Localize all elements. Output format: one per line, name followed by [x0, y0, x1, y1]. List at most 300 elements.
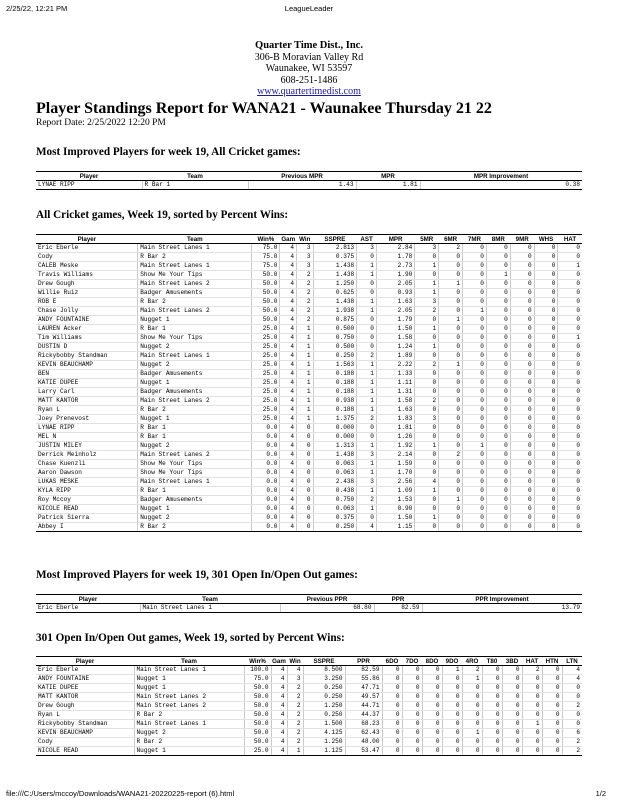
table-cell: 0.0 — [252, 451, 280, 460]
table-cell: 0.188 — [313, 379, 357, 388]
table-cell: 2 — [522, 666, 542, 675]
table-cell: 0 — [442, 693, 462, 702]
table-cell: 0 — [482, 711, 502, 720]
table-cell: 47.71 — [345, 684, 382, 693]
table-row — [36, 604, 582, 613]
table-cell: 44.71 — [345, 702, 382, 711]
table-cell: Main Street Lanes 2 — [134, 693, 244, 702]
table-cell: 0 — [542, 702, 562, 711]
table-cell: 55.86 — [345, 675, 382, 684]
table-cell: 4 — [280, 523, 297, 532]
table-cell: 0 — [463, 262, 487, 271]
table-cell: 0 — [482, 720, 502, 729]
table-row — [36, 442, 582, 451]
table-cell: ROB E — [36, 298, 138, 307]
table-cell: 0 — [486, 325, 510, 334]
table-cell: 8.500 — [303, 666, 345, 675]
table-cell: 4 — [280, 361, 297, 370]
table-cell: 4 — [562, 675, 582, 684]
table-cell: 0 — [463, 478, 487, 487]
table-cell: 0 — [439, 424, 463, 433]
table-cell: 0 — [486, 352, 510, 361]
table-cell: 50.0 — [252, 316, 280, 325]
table-cell: 75.0 — [252, 253, 280, 262]
table-cell: Nugget 1 — [134, 747, 244, 756]
table-cell: 0 — [486, 298, 510, 307]
table-row — [36, 460, 582, 469]
table-cell: Nugget 1 — [134, 684, 244, 693]
table-cell: 0 — [357, 334, 377, 343]
table-cell: 0 — [534, 505, 558, 514]
table-cell: 1 — [297, 406, 314, 415]
table-cell: 0 — [534, 316, 558, 325]
table-cell: 0 — [382, 711, 402, 720]
table-cell: KATIE DUPEE — [36, 379, 138, 388]
table-cell: Chase Kuenzli — [36, 460, 138, 469]
company-name: Quarter Time Dist., Inc. — [255, 40, 363, 51]
table-cell: 50.0 — [252, 298, 280, 307]
table-cell: 0 — [415, 523, 439, 532]
table-cell: 0 — [558, 469, 582, 478]
table-cell: 4 — [280, 316, 297, 325]
table-cell: 0 — [357, 289, 377, 298]
table-cell: 1 — [357, 307, 377, 316]
table-cell: 4 — [280, 253, 297, 262]
table-cell: 0 — [486, 514, 510, 523]
table-cell: Main Street Lanes 2 — [138, 280, 252, 289]
table-cell: ANDY FOUNTAINE — [36, 675, 134, 684]
table-cell: 49.57 — [345, 693, 382, 702]
table-cell: 0 — [558, 415, 582, 424]
table-cell: 0 — [558, 442, 582, 451]
table-cell: 1 — [357, 487, 377, 496]
table-cell: 0 — [542, 738, 562, 747]
table-cell: 0 — [463, 424, 487, 433]
table-cell: 68.80 — [280, 604, 374, 613]
table-cell: 4 — [280, 442, 297, 451]
table-cell: Badger Amusements — [138, 370, 252, 379]
column-header: SSPRE — [303, 657, 345, 666]
table-cell: 1 — [415, 343, 439, 352]
table-cell: 0 — [502, 702, 522, 711]
table-cell: 1 — [357, 406, 377, 415]
table-cell: 82.59 — [345, 666, 382, 675]
table-cell: 0 — [422, 729, 442, 738]
table-cell: 0 — [463, 343, 487, 352]
table-cell: 0 — [486, 370, 510, 379]
table-cell: 0 — [297, 442, 314, 451]
table-cell: Nugget 2 — [138, 343, 252, 352]
column-header: T80 — [482, 657, 502, 666]
table-cell: Nugget 1 — [138, 505, 252, 514]
table-cell: Show Me Your Tips — [138, 460, 252, 469]
table-cell: 0 — [382, 729, 402, 738]
table-cell: 0 — [534, 262, 558, 271]
table-cell: 0 — [558, 496, 582, 505]
table-cell: 0.0 — [252, 487, 280, 496]
table-cell: LYNAE RIPP — [36, 424, 138, 433]
table-cell: 1.125 — [303, 747, 345, 756]
table-cell: 0.250 — [303, 684, 345, 693]
table-cell: 0 — [463, 325, 487, 334]
table-cell: 0 — [510, 514, 534, 523]
table-cell: 0 — [522, 711, 542, 720]
table-cell: 0 — [415, 334, 439, 343]
table-cell: 25.0 — [252, 379, 280, 388]
table-cell: 4 — [280, 271, 297, 280]
table-cell: 0 — [510, 451, 534, 460]
table-cell: Eric Eberle — [36, 666, 134, 675]
column-header: 7DO — [402, 657, 422, 666]
table-cell: 0 — [442, 675, 462, 684]
table-cell: 0 — [486, 280, 510, 289]
table-row — [36, 289, 582, 298]
column-header: Win% — [252, 235, 280, 244]
column-header: WHS — [534, 235, 558, 244]
table-cell: 3 — [415, 415, 439, 424]
column-header: MPR — [376, 235, 414, 244]
cricket-wins-table — [36, 234, 582, 532]
table-row — [36, 316, 582, 325]
table-cell: 0 — [422, 675, 442, 684]
table-cell: 0 — [297, 469, 314, 478]
table-cell: 0 — [534, 460, 558, 469]
table-cell: 0 — [558, 460, 582, 469]
table-cell: Drew Gough — [36, 280, 138, 289]
table-cell: 3 — [357, 451, 377, 460]
table-cell: 1.31 — [376, 388, 414, 397]
table-cell: 2 — [562, 702, 582, 711]
table-cell: 0.375 — [313, 514, 357, 523]
table-cell: 4 — [271, 729, 287, 738]
column-header: Player — [36, 172, 142, 181]
table-cell: 4.125 — [303, 729, 345, 738]
table-cell: 0 — [522, 729, 542, 738]
table-row — [36, 307, 582, 316]
table-cell: 4 — [357, 523, 377, 532]
table-cell: 3 — [415, 298, 439, 307]
table-cell: 0 — [510, 325, 534, 334]
table-cell: 0 — [382, 747, 402, 756]
table-cell: 0 — [510, 361, 534, 370]
table-cell: 2 — [357, 352, 377, 361]
table-cell: 0.0 — [252, 460, 280, 469]
table-cell: 0 — [439, 406, 463, 415]
column-header: Win — [287, 657, 303, 666]
table-cell: 0 — [382, 693, 402, 702]
table-cell: 0 — [439, 352, 463, 361]
table-row — [36, 361, 582, 370]
table-cell: R Bar 1 — [138, 424, 252, 433]
table-cell: 1 — [297, 370, 314, 379]
table-cell: 0.90 — [376, 505, 414, 514]
table-row — [36, 424, 582, 433]
table-cell: 2.14 — [376, 451, 414, 460]
table-cell: 0 — [357, 253, 377, 262]
table-cell: Main Street Lanes 1 — [140, 604, 280, 613]
table-cell: 2 — [287, 711, 303, 720]
table-cell: 0.188 — [313, 406, 357, 415]
report-date: Report Date: 2/25/2022 12:20 PM — [36, 118, 166, 128]
table-cell: 50.0 — [244, 693, 271, 702]
table-cell: R Bar 2 — [134, 711, 244, 720]
table-cell: 0 — [415, 505, 439, 514]
table-cell: 0 — [502, 666, 522, 675]
table-cell: 0 — [534, 514, 558, 523]
table-cell: 25.0 — [244, 747, 271, 756]
table-cell: Eric Eberle — [36, 244, 138, 253]
table-cell: 0 — [463, 496, 487, 505]
table-row — [36, 244, 582, 253]
table-cell: 0 — [442, 729, 462, 738]
table-cell: 1 — [463, 307, 487, 316]
table-cell: 0 — [439, 514, 463, 523]
column-header: Gam — [272, 657, 286, 665]
table-cell: 4 — [280, 280, 297, 289]
table-cell: 4 — [271, 684, 287, 693]
table-cell: LAUREN Acker — [36, 325, 138, 334]
table-cell: 0 — [558, 361, 582, 370]
table-cell: Abbey I — [36, 523, 138, 532]
table-cell: 0 — [463, 280, 487, 289]
table-cell: 1 — [357, 361, 377, 370]
table-cell: 0 — [510, 496, 534, 505]
table-cell: 0 — [510, 253, 534, 262]
table-row — [36, 397, 582, 406]
table-cell: 0 — [486, 316, 510, 325]
table-cell: 1.438 — [313, 451, 357, 460]
table-cell: 0 — [439, 307, 463, 316]
table-cell: 0 — [486, 478, 510, 487]
table-row — [36, 262, 582, 271]
table-cell: 0 — [415, 316, 439, 325]
table-cell: 0 — [442, 738, 462, 747]
table-cell: 0.0 — [252, 478, 280, 487]
table-cell: 2.84 — [376, 244, 414, 253]
table-cell: 0 — [542, 711, 562, 720]
table-cell: 0.750 — [313, 496, 357, 505]
table-cell: 3 — [297, 262, 314, 271]
table-cell: 2 — [357, 496, 377, 505]
table-cell: 0 — [463, 244, 487, 253]
table-row — [36, 343, 582, 352]
company-phone: 608-251-1486 — [280, 74, 338, 86]
table-cell: 0 — [463, 433, 487, 442]
table-cell: 0 — [439, 523, 463, 532]
column-header: HTN — [542, 657, 562, 666]
table-cell: 0.750 — [313, 334, 357, 343]
table-cell: 50.0 — [252, 271, 280, 280]
table-cell: 2 — [415, 397, 439, 406]
table-cell: Cody — [36, 738, 134, 747]
table-cell: 0.000 — [313, 424, 357, 433]
column-header: PPR Improvement — [422, 595, 582, 604]
table-cell: 75.0 — [252, 244, 280, 253]
column-header: Team — [140, 595, 280, 604]
table-cell: 2 — [287, 738, 303, 747]
table-cell: JUSTIN MILEY — [36, 442, 138, 451]
table-cell: 4 — [280, 370, 297, 379]
table-cell: 0 — [402, 693, 422, 702]
table-cell: 0 — [486, 415, 510, 424]
table-cell: 68.23 — [345, 720, 382, 729]
table-cell: 1 — [415, 442, 439, 451]
table-cell: 0 — [558, 451, 582, 460]
table-cell: 1 — [558, 334, 582, 343]
table-cell: 0 — [534, 424, 558, 433]
table-cell: 1.63 — [376, 406, 414, 415]
table-cell: 62.43 — [345, 729, 382, 738]
table-cell: 0 — [486, 388, 510, 397]
table-cell: 2.22 — [376, 361, 414, 370]
table-cell: 1 — [439, 361, 463, 370]
table-cell: 0 — [486, 460, 510, 469]
table-cell: 0 — [562, 684, 582, 693]
table-cell: 1 — [522, 720, 542, 729]
table-row — [36, 406, 582, 415]
table-cell: 2 — [287, 720, 303, 729]
table-cell: 0 — [510, 262, 534, 271]
table-cell: 0 — [534, 406, 558, 415]
table-cell: 0 — [462, 738, 482, 747]
table-cell: 0 — [382, 738, 402, 747]
table-cell: 0 — [297, 460, 314, 469]
cricket-improved-table — [36, 171, 582, 190]
table-row — [36, 478, 582, 487]
table-cell: 0 — [442, 747, 462, 756]
table-cell: 1.375 — [313, 415, 357, 424]
table-cell: 1.250 — [303, 702, 345, 711]
table-cell: 2.05 — [376, 280, 414, 289]
table-row — [36, 496, 582, 505]
table-cell: 0 — [297, 496, 314, 505]
table-cell: 0 — [522, 738, 542, 747]
table-cell: 0 — [439, 379, 463, 388]
table-cell: 0 — [482, 666, 502, 675]
table-cell: 0 — [534, 253, 558, 262]
company-website-link[interactable]: www.quartertimedist.com — [257, 86, 361, 97]
table-cell: 0 — [558, 280, 582, 289]
table-cell: R Bar 2 — [138, 523, 252, 532]
table-cell: 0 — [510, 271, 534, 280]
table-cell: MATT KANTOR — [36, 397, 138, 406]
table-cell: MATT KANTOR — [36, 693, 134, 702]
table-cell: ANDY FOUNTAINE — [36, 316, 138, 325]
table-cell: 1 — [486, 271, 510, 280]
table-cell: 2 — [297, 298, 314, 307]
table-cell: 0 — [486, 307, 510, 316]
table-cell: 0 — [297, 478, 314, 487]
table-cell: 1.563 — [313, 361, 357, 370]
table-cell: 0 — [502, 738, 522, 747]
table-cell: 25.0 — [252, 352, 280, 361]
table-cell: 3 — [287, 675, 303, 684]
table-cell: 2.438 — [313, 478, 357, 487]
table-cell: 0 — [439, 370, 463, 379]
table-cell: 0.063 — [313, 460, 357, 469]
table-cell: 1 — [297, 361, 314, 370]
table-header-row — [36, 595, 582, 604]
print-page-title: LeagueLeader — [284, 4, 334, 13]
table-cell: 4 — [280, 388, 297, 397]
table-cell: 48.00 — [345, 738, 382, 747]
table-cell: 1 — [297, 334, 314, 343]
table-cell: 0 — [510, 469, 534, 478]
table-cell: 0 — [542, 666, 562, 675]
table-cell: 4 — [562, 666, 582, 675]
table-cell: Badger Amusements — [138, 388, 252, 397]
table-row — [36, 505, 582, 514]
table-cell: 0 — [534, 289, 558, 298]
column-header: Win — [297, 235, 314, 244]
table-row — [36, 693, 582, 702]
table-cell: 2 — [357, 415, 377, 424]
table-cell: 0 — [415, 379, 439, 388]
table-row — [36, 253, 582, 262]
table-cell: 82.59 — [374, 604, 422, 613]
table-cell: 0 — [415, 352, 439, 361]
table-cell: R Bar 1 — [138, 487, 252, 496]
table-cell: 1.938 — [313, 307, 357, 316]
table-cell: 0 — [542, 675, 562, 684]
column-header: 3BD — [502, 657, 522, 666]
table-cell: Nugget 1 — [138, 316, 252, 325]
table-cell: 0 — [482, 675, 502, 684]
table-cell: 0 — [510, 379, 534, 388]
table-cell: Eric Eberle — [36, 604, 140, 613]
table-cell: 50.0 — [252, 280, 280, 289]
table-cell: Tim Williams — [36, 334, 138, 343]
table-cell: 0 — [482, 684, 502, 693]
table-cell: 1.70 — [376, 469, 414, 478]
table-cell: Nugget 1 — [138, 415, 252, 424]
table-cell: 2.73 — [376, 262, 414, 271]
table-cell: Rickybobby Standman — [36, 720, 134, 729]
table-cell: 0 — [439, 334, 463, 343]
table-cell: 25.0 — [252, 361, 280, 370]
table-cell: Main Street Lanes 1 — [134, 666, 244, 675]
table-cell: DUSTIN D — [36, 343, 138, 352]
table-cell: 1 — [415, 262, 439, 271]
table-cell: 25.0 — [252, 343, 280, 352]
table-cell: 0 — [510, 424, 534, 433]
table-cell: R Bar 1 — [138, 325, 252, 334]
table-cell: 0 — [486, 523, 510, 532]
table-cell: 53.47 — [345, 747, 382, 756]
table-cell: 1 — [442, 666, 462, 675]
table-cell: 0 — [439, 460, 463, 469]
table-cell: 0 — [558, 406, 582, 415]
table-cell: 0 — [510, 289, 534, 298]
table-cell: 0 — [462, 711, 482, 720]
table-cell: 0 — [402, 747, 422, 756]
open-improved-table — [36, 594, 582, 613]
table-cell: 2 — [287, 729, 303, 738]
table-cell: 0 — [463, 460, 487, 469]
table-cell: Nugget 2 — [138, 361, 252, 370]
table-cell: 4 — [271, 747, 287, 756]
table-cell: 0 — [297, 523, 314, 532]
table-cell: 2 — [287, 693, 303, 702]
table-cell: Main Street Lanes 1 — [134, 720, 244, 729]
table-cell: Main Street Lanes 2 — [138, 307, 252, 316]
table-cell: 0 — [297, 505, 314, 514]
section-open-wins-heading: 301 Open In/Open Out games, Week 19, sorted by Percent Wins: — [36, 632, 345, 644]
table-cell: 4 — [415, 478, 439, 487]
table-cell: LYNAE RIPP — [36, 181, 142, 190]
table-cell: 2 — [297, 307, 314, 316]
table-cell: 0 — [510, 523, 534, 532]
